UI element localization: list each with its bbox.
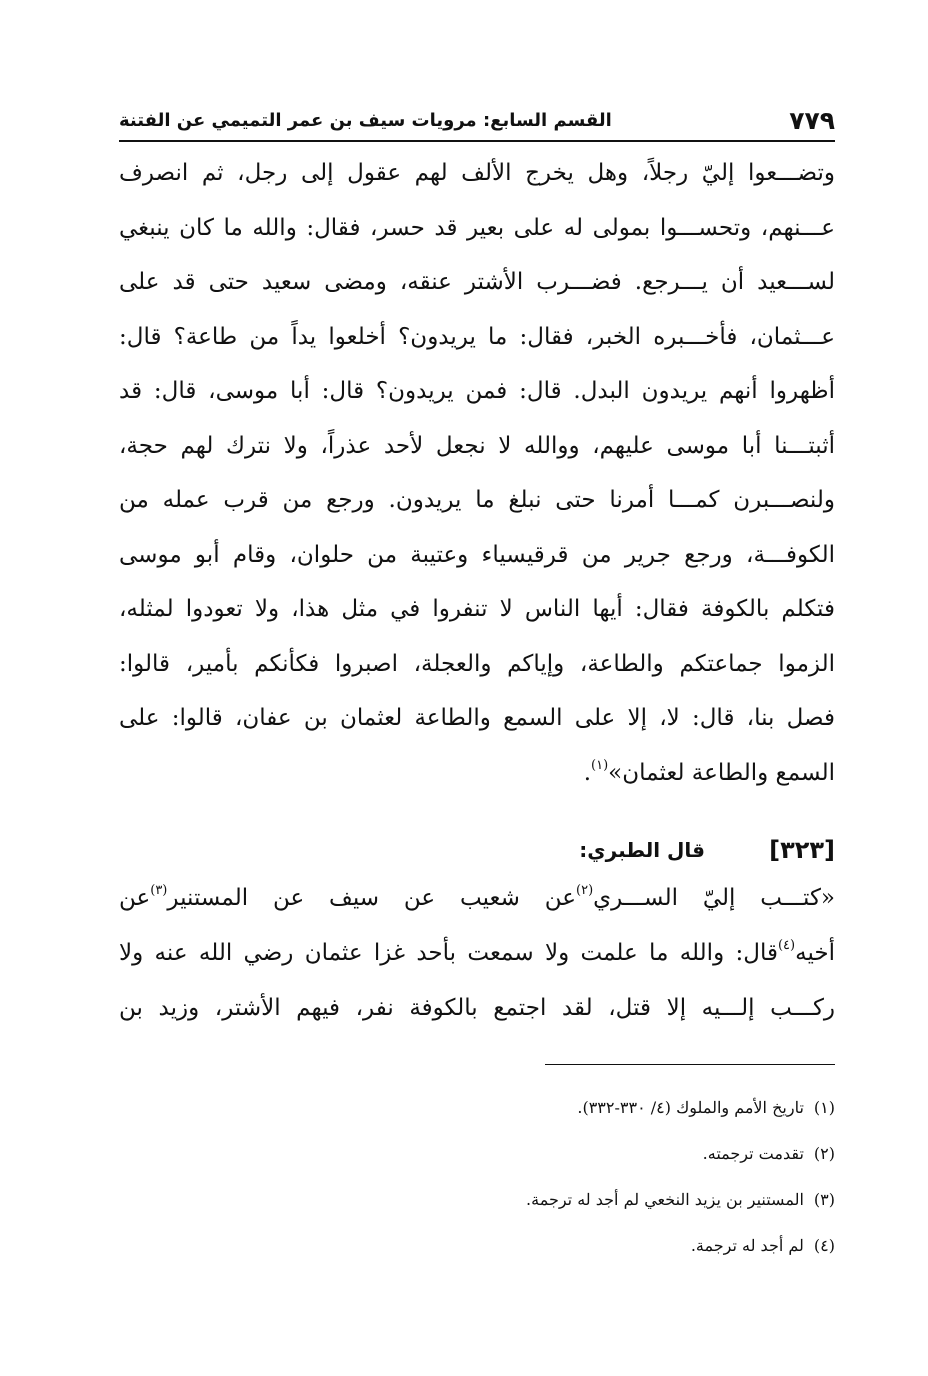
- footnote-number: (٢): [813, 1144, 835, 1163]
- text-line: أثبتـــنا أبا موسى عليهم، ووالله لا نجعل لأحد عذراً، ولا نترك لهم حجة،: [119, 432, 835, 459]
- footnote-item: [300, 1222, 835, 1268]
- text-line: الكوفـــة، ورجع جرير من قرقيسياء وعتيبة من حلوان، وقام أبو موسى: [119, 541, 835, 568]
- footnote-ref: (٢): [576, 883, 594, 898]
- text-line: وتضـــعوا إليّ رجلاً، وهل يخرج الألف لهم عقول إلى رجل، ثم انصرف: [119, 160, 835, 186]
- page-number: ٧٧٩: [789, 106, 835, 135]
- footnote-item: [300, 1176, 835, 1222]
- footnote-item: [300, 1084, 835, 1130]
- footnote-ref: (٣): [150, 883, 168, 898]
- text-segment: عن: [119, 885, 151, 911]
- section-heading: [119, 826, 835, 876]
- text-line: عـــثمان، فأخـــبره الخبر، فقال: ما يريدون؟ أخلعوا يداً من طاعة؟ قال:: [119, 323, 835, 350]
- text-line: فصل بنا، قال: لا، إلا على السمع والطاعة لعثمان بن عفان، قالوا: على: [119, 705, 835, 731]
- text-line: ركـــب إلـــيه إلا قتل، لقد اجتمع بالكوفة نفر، فيهم الأشتر، وزيد بن: [119, 995, 835, 1021]
- text-segment: عن شعيب عن سيف عن المستنير: [167, 885, 576, 911]
- text-line-content: السمع والطاعة لعثمان»: [608, 759, 835, 786]
- text-line: أظهروا أنهم يريدون البدل. قال: فمن يريدون؟ قال: أبا موسى، قال: قد: [119, 378, 835, 404]
- running-title: القسم السابع: مرويات سيف بن عمر التميمي عن الفتنة: [119, 110, 612, 131]
- footnote-text: لم أجد له ترجمة.: [690, 1236, 804, 1255]
- footnote-item: [300, 1130, 835, 1176]
- text-line: [119, 871, 835, 926]
- text-line-last: [119, 746, 835, 801]
- main-paragraph: [119, 146, 835, 800]
- text-line: لســـعيد أن يـــرجع. فضـــرب الأشتر عنقه، ومضى سعيد حتى قد على: [119, 269, 835, 295]
- footnote-text: المستنير بن يزيد النخعي لم أجد له ترجمة.: [526, 1190, 804, 1209]
- text-line: فتكلم بالكوفة فقال: أيها الناس لا تنفروا في مثل هذا، ولا تعودوا لمثله،: [119, 596, 835, 622]
- text-segment: قال: والله ما علمت ولا سمعت بأحد غزا عثمان رضي الله عنه ولا: [119, 940, 778, 966]
- footnote-text: تقدمت ترجمته.: [702, 1144, 804, 1163]
- text-line: ولنصـــبرن كمـــا أمرنا حتى نبلغ ما يريدون. ورجع من قرب عمله من: [119, 487, 835, 513]
- page-header: [119, 104, 835, 142]
- narration-paragraph: [119, 871, 835, 1036]
- footnote-divider: [545, 1064, 835, 1065]
- text-segment: أخيه: [795, 940, 835, 966]
- footnote-ref: (٤): [777, 938, 796, 953]
- footnote-number: (٤): [813, 1236, 835, 1255]
- text-line: عـــنهم، وتحســـوا بمولى له على بعير قد حسر، فقال: والله ما كان ينبغي: [119, 214, 835, 241]
- text-line: الزموا جماعتكم والطاعة، وإياكم والعجلة، اصبروا فكأنكم بأمير، قالوا:: [119, 650, 835, 677]
- footnote-number: (١): [813, 1098, 835, 1117]
- text-segment: «كتـــب إليّ الســـري: [593, 885, 836, 911]
- narration-number: [٣٢٣]: [769, 836, 835, 864]
- footnote-ref: (١): [591, 757, 609, 773]
- footnote-number: (٣): [813, 1190, 835, 1209]
- text-line: [119, 926, 835, 981]
- narration-title: قال الطبري:: [579, 838, 705, 862]
- footnotes: [300, 1084, 835, 1268]
- footnote-text: تاريخ الأمم والملوك (٤/ ٣٣٠-٣٣٢).: [577, 1098, 804, 1117]
- text-line-end: .: [583, 759, 592, 786]
